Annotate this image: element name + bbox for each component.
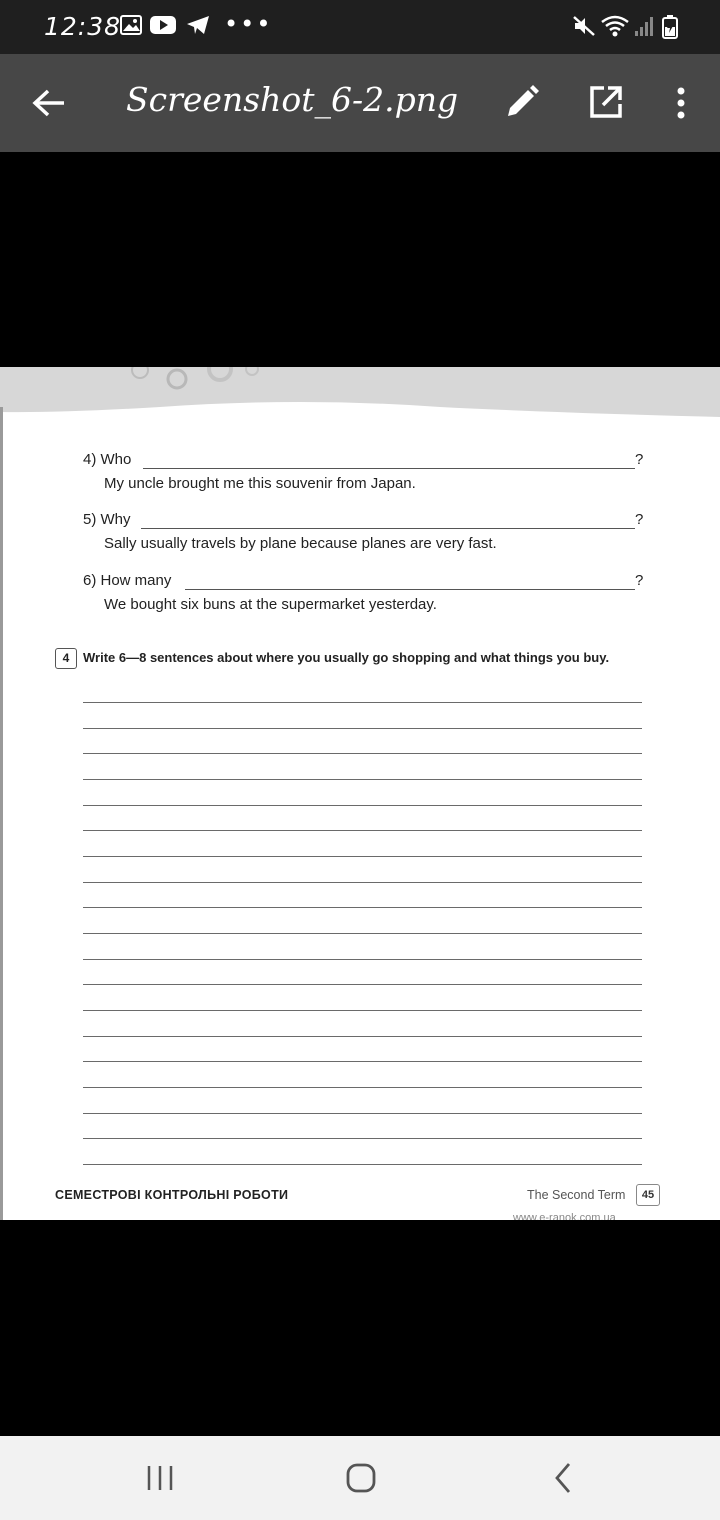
question-6-statement: We bought six buns at the supermarket yesterday. (104, 596, 437, 613)
question-6-label: 6) How many (83, 572, 172, 589)
back-arrow-icon[interactable] (32, 88, 66, 122)
image-icon (120, 15, 142, 39)
writing-line[interactable] (83, 1036, 642, 1037)
question-5-answer-line[interactable] (141, 528, 635, 529)
page-number: 45 (636, 1184, 660, 1206)
question-4-statement: My uncle brought me this souvenir from Japan. (104, 475, 416, 492)
youtube-icon (150, 15, 176, 39)
writing-line[interactable] (83, 702, 642, 703)
home-icon[interactable] (331, 1458, 391, 1498)
app-bar (0, 54, 720, 152)
back-icon[interactable] (533, 1458, 593, 1498)
footer-url: www.e-ranok.com.ua (513, 1212, 616, 1220)
mute-icon (572, 15, 596, 41)
writing-line[interactable] (83, 1113, 642, 1114)
writing-line[interactable] (83, 959, 642, 960)
writing-line[interactable] (83, 1138, 642, 1139)
footer-book-title: СЕМЕСТРОВІ КОНТРОЛЬНІ РОБОТИ (55, 1188, 289, 1202)
document-page (0, 367, 720, 1220)
writing-line[interactable] (83, 728, 642, 729)
wifi-icon (600, 15, 630, 41)
open-external-icon[interactable] (588, 84, 624, 124)
question-4-answer-line[interactable] (143, 468, 635, 469)
battery-icon (662, 15, 678, 43)
writing-line[interactable] (83, 805, 642, 806)
writing-line[interactable] (83, 1164, 642, 1165)
status-bar (0, 0, 720, 54)
footer-term: The Second Term (527, 1188, 626, 1202)
question-4-label: 4) Who (83, 451, 132, 468)
writing-line[interactable] (83, 907, 642, 908)
writing-line[interactable] (83, 1061, 642, 1062)
writing-line[interactable] (83, 753, 642, 754)
navigation-bar (0, 1436, 720, 1520)
notification-more: ••• (224, 10, 273, 38)
image-viewer-backdrop-top (0, 152, 720, 367)
status-time: 12:38 (44, 12, 122, 41)
writing-line[interactable] (83, 933, 642, 934)
question-6-mark: ? (635, 572, 644, 589)
edit-pencil-icon[interactable] (504, 84, 540, 124)
question-4-mark: ? (635, 451, 644, 468)
question-5-statement: Sally usually travels by plane because planes are very fast. (104, 535, 497, 552)
question-5-mark: ? (635, 511, 644, 528)
image-viewer-backdrop-bottom (0, 1220, 720, 1436)
recent-apps-icon[interactable] (130, 1458, 190, 1498)
writing-line[interactable] (83, 882, 642, 883)
writing-line[interactable] (83, 1087, 642, 1088)
question-5-label: 5) Why (83, 511, 131, 528)
page-header-decoration (0, 367, 720, 427)
task-instruction: Write 6—8 sentences about where you usually go shopping and what things you buy. (83, 650, 610, 665)
page-edge (0, 407, 3, 1220)
writing-line[interactable] (83, 856, 642, 857)
telegram-icon (186, 15, 210, 39)
writing-line[interactable] (83, 1010, 642, 1011)
question-6-answer-line[interactable] (185, 589, 635, 590)
more-vert-icon[interactable] (674, 86, 688, 124)
writing-line[interactable] (83, 830, 642, 831)
signal-icon (634, 15, 656, 41)
writing-line[interactable] (83, 779, 642, 780)
app-title: Screenshot_6-2.png (126, 80, 459, 119)
task-number-badge: 4 (55, 648, 77, 669)
writing-line[interactable] (83, 984, 642, 985)
